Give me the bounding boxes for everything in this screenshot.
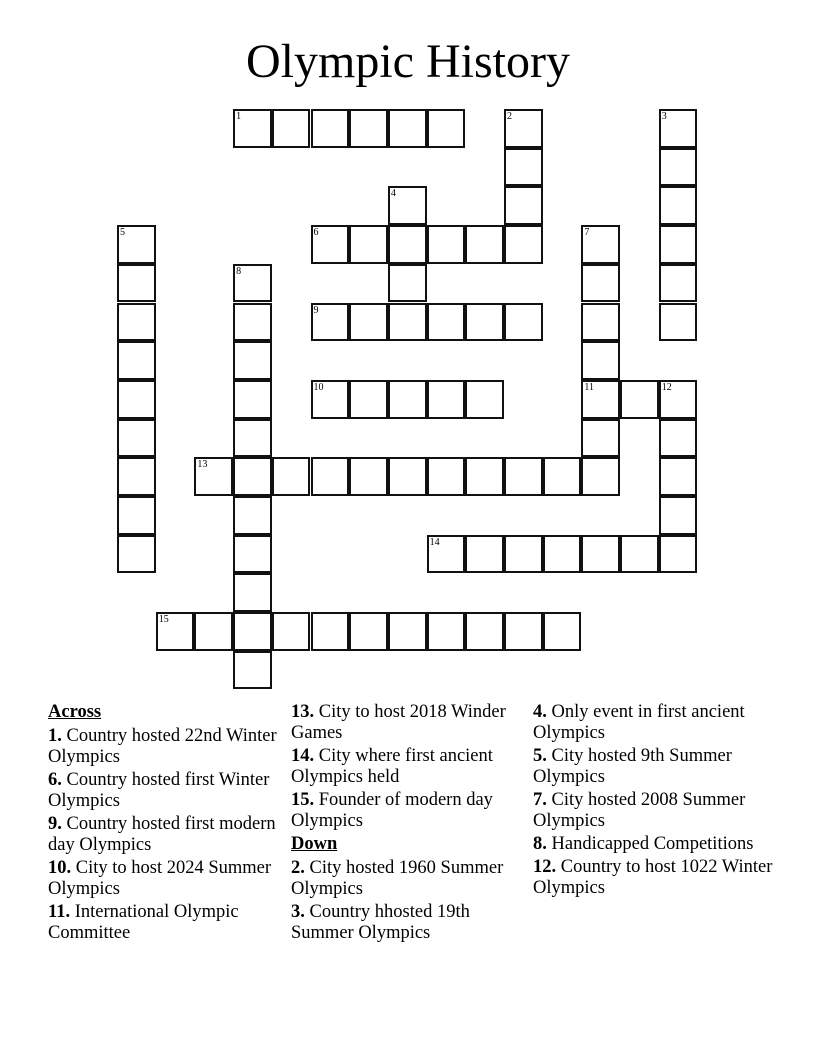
grid-cell[interactable] — [427, 225, 466, 264]
clue-number-label: 1 — [236, 111, 242, 122]
clue-number: 12. — [533, 857, 557, 877]
clue-across-15 — [291, 790, 526, 832]
grid-cell[interactable] — [117, 380, 156, 419]
grid-cell[interactable] — [233, 419, 272, 458]
clue-number-label: 9 — [313, 304, 319, 316]
clue-number: 8. — [533, 834, 547, 854]
grid-cell[interactable] — [233, 380, 272, 419]
grid-cell[interactable] — [427, 612, 466, 651]
grid-cell[interactable] — [311, 612, 350, 651]
grid-cell[interactable] — [465, 225, 504, 264]
grid-cell[interactable] — [388, 303, 427, 342]
clue-text: City where first ancient Olympics held — [291, 746, 493, 787]
clue-down-8 — [533, 834, 773, 855]
grid-cell[interactable] — [117, 419, 156, 458]
clue-text: International Olympic Committee — [48, 902, 239, 943]
puzzle-title: Olympic History — [246, 35, 570, 88]
grid-cell[interactable] — [465, 303, 504, 342]
clue-number-label: 7 — [584, 227, 590, 239]
grid-cell[interactable] — [504, 186, 543, 225]
clue-number-label: 13 — [197, 459, 208, 471]
clue-number-label: 8 — [236, 265, 242, 277]
clue-text: City to host 2018 Winder Games — [291, 702, 506, 743]
grid-cell[interactable] — [233, 303, 272, 342]
clue-down-7 — [533, 790, 773, 832]
grid-cell[interactable] — [311, 109, 350, 148]
grid-cell[interactable] — [620, 380, 659, 419]
grid-cell[interactable] — [349, 612, 388, 651]
clue-number: 15. — [291, 790, 315, 810]
clue-number-label: 15 — [158, 614, 169, 626]
grid-cell[interactable] — [659, 264, 698, 303]
grid-cell[interactable] — [233, 496, 272, 535]
clue-across-9 — [48, 814, 283, 856]
clue-number: 3. — [291, 902, 305, 922]
clue-text: City hosted 1960 Summer Olympics — [291, 858, 504, 899]
grid-cell[interactable] — [620, 535, 659, 574]
clue-down-4 — [533, 702, 773, 744]
clue-number: 14. — [291, 746, 315, 766]
grid-cell[interactable] — [543, 535, 582, 574]
clue-number: 5. — [533, 746, 547, 766]
grid-cell[interactable] — [659, 457, 698, 496]
clue-text: Country hosted first modern day Olympics — [48, 814, 276, 855]
clue-number-label: 3 — [661, 111, 667, 122]
grid-cell[interactable] — [581, 535, 620, 574]
grid-cell[interactable] — [388, 225, 427, 264]
clue-across-11 — [48, 902, 283, 944]
down-heading: Down — [291, 834, 338, 854]
grid-cell[interactable] — [156, 612, 195, 651]
clue-number-label: 5 — [120, 227, 125, 239]
grid-cell[interactable] — [349, 303, 388, 342]
grid-cell[interactable] — [581, 225, 620, 264]
grid-cell[interactable] — [388, 186, 427, 225]
grid-cell[interactable] — [117, 496, 156, 535]
clue-text: Handicapped Competitions — [551, 834, 754, 854]
grid-cell[interactable] — [465, 380, 504, 419]
grid-cell[interactable] — [504, 148, 543, 187]
clue-text: Country to host 1022 Winter Olympics — [533, 857, 773, 898]
grid-cell[interactable] — [659, 419, 698, 458]
grid-cell[interactable] — [504, 612, 543, 651]
grid-cell[interactable] — [117, 457, 156, 496]
grid-cell[interactable] — [194, 612, 233, 651]
grid-cell[interactable] — [659, 496, 698, 535]
grid-cell[interactable] — [117, 264, 156, 303]
grid-cell[interactable] — [504, 225, 543, 264]
grid-cell[interactable] — [581, 457, 620, 496]
clue-text: City hosted 9th Summer Olympics — [533, 746, 732, 787]
clue-across-14 — [291, 746, 526, 788]
grid-cell[interactable] — [427, 303, 466, 342]
grid-cell[interactable] — [117, 535, 156, 574]
grid-cell[interactable] — [581, 303, 620, 342]
clue-text: City to host 2024 Summer Olympics — [48, 858, 272, 899]
grid-cell[interactable] — [311, 303, 350, 342]
clue-text: Only event in first ancient Olympics — [533, 702, 745, 743]
grid-cell[interactable] — [117, 225, 156, 264]
clue-number: 6. — [48, 770, 62, 790]
grid-cell[interactable] — [427, 535, 466, 574]
grid-cell[interactable] — [659, 186, 698, 225]
grid-cell[interactable] — [427, 380, 466, 419]
grid-cell[interactable] — [233, 612, 272, 651]
grid-cell[interactable] — [272, 612, 311, 651]
grid-cell[interactable] — [465, 612, 504, 651]
clue-down-12 — [533, 857, 773, 899]
grid-cell[interactable] — [311, 457, 350, 496]
grid-cell[interactable] — [194, 457, 233, 496]
grid-cell[interactable] — [659, 380, 698, 419]
crossword-grid — [118, 110, 700, 692]
clues-column-1 — [48, 702, 283, 946]
clue-number-label: 4 — [390, 188, 396, 200]
clue-number-label: 14 — [429, 536, 440, 548]
grid-cell[interactable] — [388, 264, 427, 303]
clue-number: 7. — [533, 790, 547, 810]
grid-cell[interactable] — [543, 612, 582, 651]
grid-cell[interactable] — [349, 225, 388, 264]
clue-text: Country hosted 22nd Winter Olympics — [48, 726, 277, 767]
grid-cell[interactable] — [543, 457, 582, 496]
clue-across-10 — [48, 858, 283, 900]
clue-text: Founder of modern day Olympics — [291, 790, 493, 831]
grid-cell[interactable] — [349, 457, 388, 496]
grid-cell[interactable] — [581, 264, 620, 303]
clue-number: 4. — [533, 702, 547, 722]
grid-cell[interactable] — [233, 535, 272, 574]
grid-cell[interactable] — [659, 225, 698, 264]
grid-cell[interactable] — [465, 457, 504, 496]
grid-cell[interactable] — [388, 457, 427, 496]
grid-cell[interactable] — [233, 109, 272, 148]
grid-cell[interactable] — [272, 457, 311, 496]
grid-cell[interactable] — [311, 225, 350, 264]
grid-cell[interactable] — [504, 109, 543, 148]
grid-cell[interactable] — [233, 264, 272, 303]
clue-down-3 — [291, 902, 526, 944]
grid-cell[interactable] — [427, 109, 466, 148]
clue-across-6 — [48, 770, 283, 812]
grid-cell[interactable] — [311, 380, 350, 419]
grid-cell[interactable] — [349, 109, 388, 148]
grid-cell[interactable] — [349, 380, 388, 419]
grid-cell[interactable] — [117, 303, 156, 342]
clue-across-13 — [291, 702, 526, 744]
grid-cell[interactable] — [272, 109, 311, 148]
grid-cell[interactable] — [388, 380, 427, 419]
grid-cell[interactable] — [504, 457, 543, 496]
clue-number: 11. — [48, 902, 71, 922]
clue-across-1 — [48, 726, 283, 768]
grid-cell[interactable] — [659, 303, 698, 342]
clue-number: 10. — [48, 858, 72, 878]
across-heading: Across — [48, 702, 102, 722]
grid-cell[interactable] — [659, 148, 698, 187]
clue-number-label: 12 — [661, 381, 672, 393]
grid-cell[interactable] — [388, 612, 427, 651]
clue-text: City hosted 2008 Summer Olympics — [533, 790, 746, 831]
grid-cell[interactable] — [581, 380, 620, 419]
grid-cell[interactable] — [233, 651, 272, 690]
grid-cell[interactable] — [659, 535, 698, 574]
clue-number: 1. — [48, 726, 62, 746]
clue-number: 9. — [48, 814, 62, 834]
clue-number-label: 6 — [313, 227, 319, 239]
clues-column-2 — [291, 702, 526, 946]
grid-cell[interactable] — [581, 341, 620, 380]
grid-cell[interactable] — [388, 109, 427, 148]
clue-down-2 — [291, 858, 526, 900]
clue-number: 2. — [291, 858, 305, 878]
clue-number-label: 10 — [313, 381, 324, 393]
clue-down-5 — [533, 746, 773, 788]
grid-cell[interactable] — [427, 457, 466, 496]
grid-cell[interactable] — [659, 109, 698, 148]
grid-cell[interactable] — [465, 535, 504, 574]
grid-cell[interactable] — [233, 341, 272, 380]
grid-cell[interactable] — [504, 303, 543, 342]
grid-cell[interactable] — [581, 419, 620, 458]
clue-text: Country hosted first Winter Olympics — [48, 770, 270, 811]
grid-cell[interactable] — [233, 573, 272, 612]
clues-column-3 — [533, 702, 773, 901]
clue-text: Country hhosted 19th Summer Olympics — [291, 902, 470, 943]
clue-number-label: 11 — [584, 381, 595, 393]
grid-cell[interactable] — [504, 535, 543, 574]
grid-cell[interactable] — [117, 341, 156, 380]
clue-number: 13. — [291, 702, 315, 722]
grid-cell[interactable] — [233, 457, 272, 496]
clue-number-label: 2 — [507, 111, 512, 122]
